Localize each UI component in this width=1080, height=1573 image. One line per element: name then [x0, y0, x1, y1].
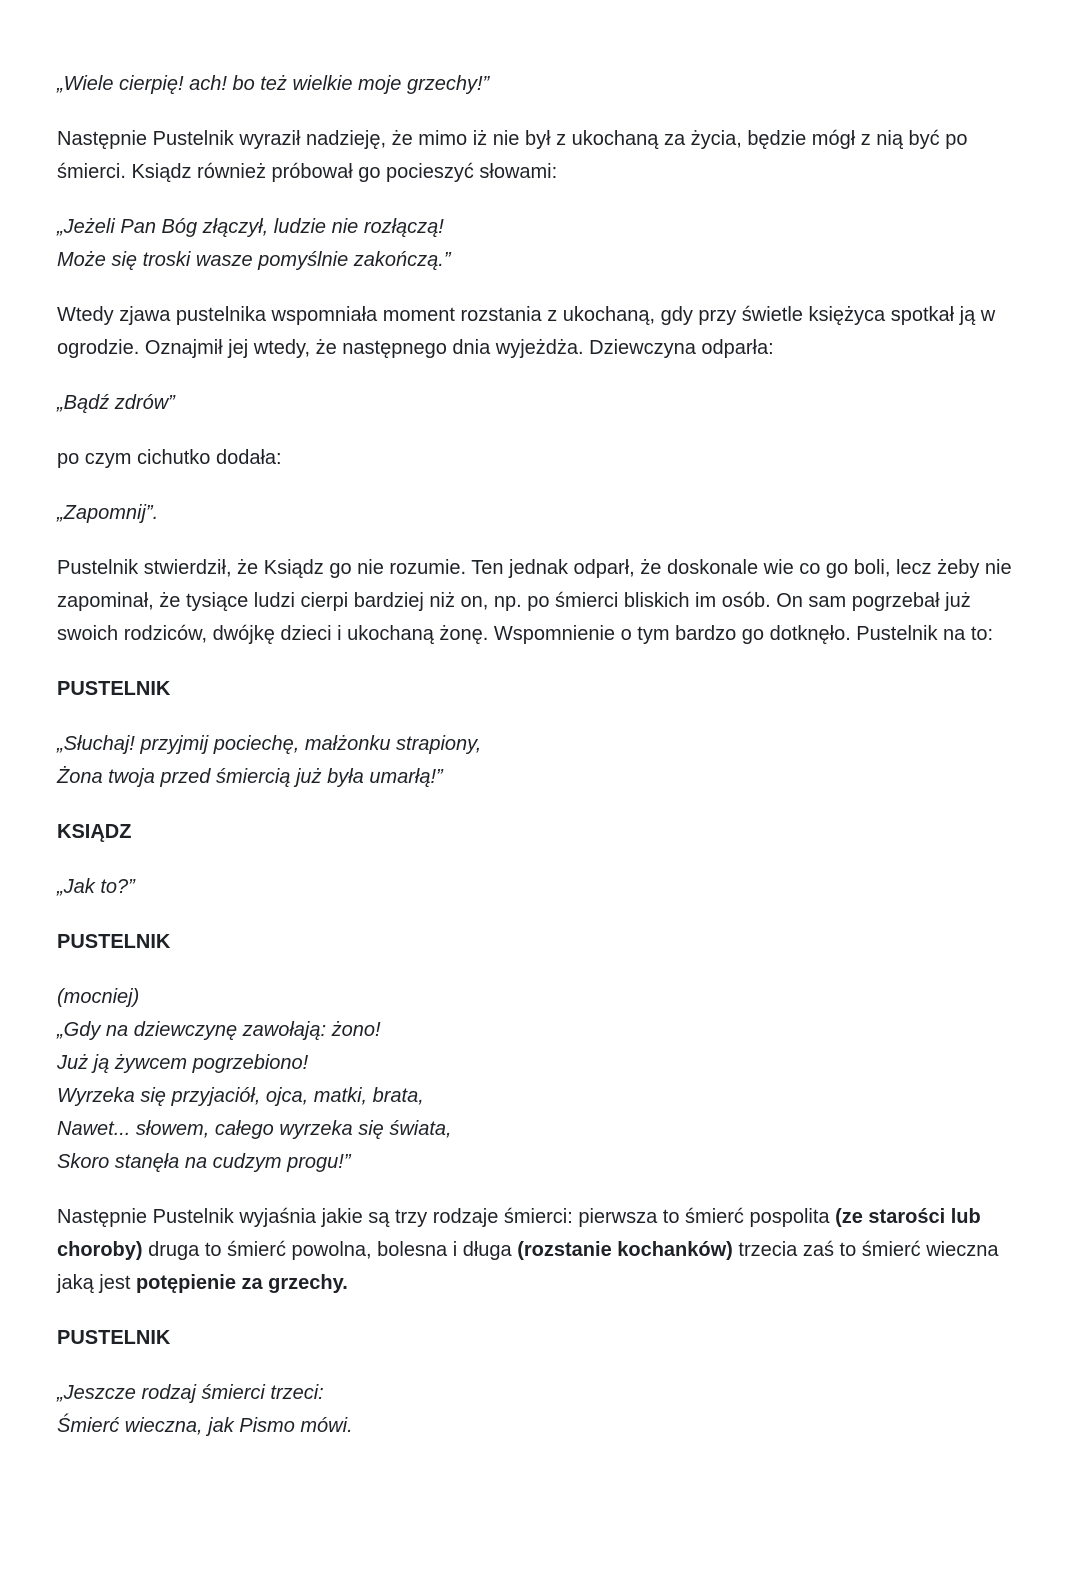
text-segment: druga to śmierć powolna, bolesna i długa — [142, 1239, 518, 1261]
quote-line: „Gdy na dziewczynę zawołają: żono! — [57, 1019, 381, 1041]
speaker-heading-pustelnik: PUSTELNIK — [57, 678, 171, 700]
italic-quote — [57, 1377, 1023, 1443]
quote-line: Żona twoja przed śmiercią już była umarłą!” — [57, 766, 443, 788]
quote-line: „Słuchaj! przyjmij pociechę, małżonku strapiony, — [57, 733, 482, 755]
narration-paragraph: po czym cichutko dodała: — [57, 447, 282, 469]
narration-paragraph-rich — [57, 1201, 1023, 1300]
quote-line: Już ją żywcem pogrzebiono! — [57, 1052, 309, 1074]
speaker-heading-pustelnik: PUSTELNIK — [57, 931, 171, 953]
quote-line: „Zapomnij”. — [57, 502, 159, 524]
italic-quote — [57, 387, 1023, 420]
bold-text-segment: (rozstanie kochanków) — [517, 1239, 733, 1261]
italic-quote — [57, 871, 1023, 904]
quote-line: „Wiele cierpię! ach! bo też wielkie moje grzechy!” — [57, 73, 490, 95]
quote-line: Nawet... słowem, całego wyrzeka się świata, — [57, 1118, 452, 1140]
narration-paragraph: Pustelnik stwierdził, że Ksiądz go nie rozumie. Ten jednak odparł, że doskonale wie co go boli, lecz żeby nie zapominał, że tysiące ludzi cierpi bardziej niż on, np. po śmierci bliskich im osób. On sam pogrzebał już swoich rodziców, dwójkę dzieci i ukochaną żonę. Wspomnienie o tym bardzo go dotknęło. Pustelnik na to: — [57, 557, 1012, 645]
quote-line: Śmierć wieczna, jak Pismo mówi. — [57, 1415, 353, 1437]
text-segment: Następnie Pustelnik wyjaśnia jakie są trzy rodzaje śmierci: pierwsza to śmierć pospolita — [57, 1206, 836, 1228]
quote-line: „Jak to?” — [57, 876, 135, 898]
italic-quote — [57, 211, 1023, 277]
narration-paragraph: Wtedy zjawa pustelnika wspomniała moment rozstania z ukochaną, gdy przy świetle księżyca spotkał ją w ogrodzie. Oznajmił jej wtedy, że następnego dnia wyjeżdża. Dziewczyna odparła: — [57, 304, 996, 359]
narration-paragraph: Następnie Pustelnik wyraził nadzieję, że mimo iż nie był z ukochaną za życia, będzie mógł z nią być po śmierci. Ksiądz również próbował go pocieszyć słowami: — [57, 128, 968, 183]
italic-quote — [57, 497, 1023, 530]
italic-quote — [57, 728, 1023, 794]
quote-line: Wyrzeka się przyjaciół, ojca, matki, brata, — [57, 1085, 424, 1107]
bold-text-segment: potępienie za grzechy. — [135, 1272, 348, 1294]
speaker-heading-ksiadz: KSIĄDZ — [57, 821, 132, 843]
text-segment: trzecia zaś to śmierć wieczna jaką jest — [57, 1239, 999, 1294]
quote-line: „Jeżeli Pan Bóg złączył, ludzie nie rozłączą! — [57, 216, 444, 238]
quote-line: Skoro stanęła na cudzym progu!” — [57, 1151, 351, 1173]
italic-quote — [57, 981, 1023, 1179]
italic-quote — [57, 68, 1023, 101]
bold-text-segment: (ze starości lub choroby) — [57, 1206, 981, 1261]
stage-direction: (mocniej) — [57, 986, 140, 1008]
quote-line: „Bądź zdrów” — [57, 392, 175, 414]
quote-line: „Jeszcze rodzaj śmierci trzeci: — [57, 1382, 324, 1404]
quote-line: Może się troski wasze pomyślnie zakończą.” — [57, 249, 451, 271]
speaker-heading-pustelnik: PUSTELNIK — [57, 1327, 171, 1349]
